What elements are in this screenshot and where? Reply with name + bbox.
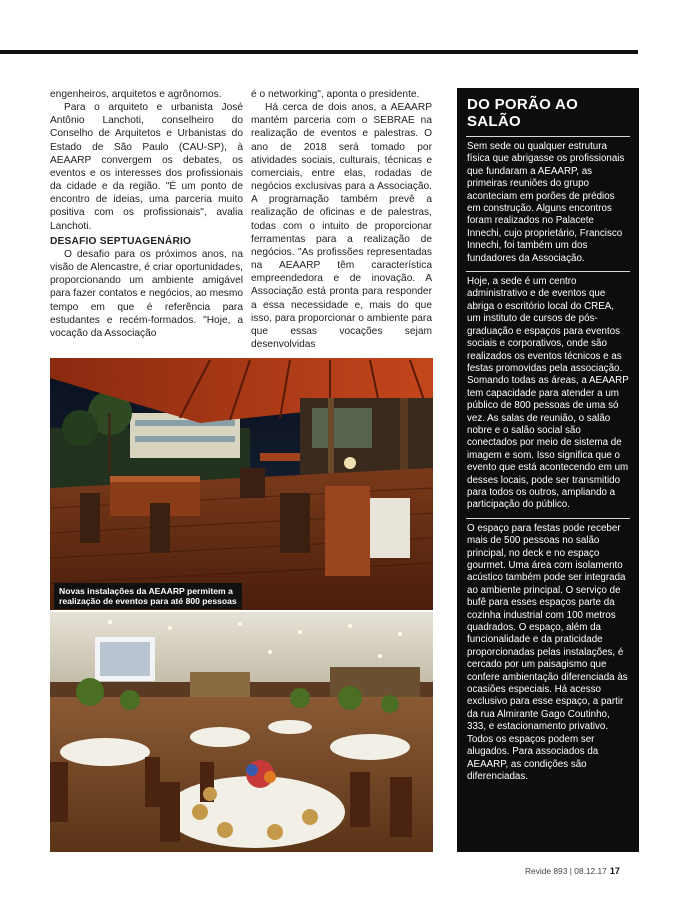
sidebar-paragraph: Hoje, a sede é um centro administrativo e de eventos que abriga o escritório local do CREA, um instituto de cursos de pós-graduação e espaços para eventos sociais e corporativos, onde são realizados os eventos técnicos e as festas promovidas pela associação. Somando todas as áreas, a AEAARP tem capacidade para atender a um público de 800 pessoas de uma só vez. As salas de reunião, o salão nobre e o salão social são conectados por meio de sistema de imagem e som. Isso significa que o evento que está acontecendo em um desses locais, pode ser transmitido para todos os outros, ampliando a participação do público. (467, 276, 629, 511)
paragraph: Para o arquiteto e urbanista José Antônio Lanchoti, conselheiro do Conselho de Arquitetos e Urbanistas do Estado de São Paulo (CAU-SP), à AEAARP convergem os debates, os eventos e os interesses dos profissionais da cidade e da região. "É um ponto de encontro de ideias, uma parceria muito positiva com os profissionais", avalia Lanchoti. (50, 102, 243, 232)
issue-info: Revide 893 | 08.12.17 (525, 866, 607, 876)
sidebar-paragraph: Sem sede ou qualquer estrutura física que abrigasse os profissionais que fundaram a AEAARP, as primeiras reuniões do grupo aconteciam em porões de prédios em construção. Alguns encontros foram realizados no Palacete Innechi, cujo proprietário, Francisco Innechi, foi também um dos fundadores da Associação. (467, 141, 625, 264)
paragraph: Há cerca de dois anos, a AEAARP mantém parceria com o SEBRAE na realização de eventos e palestras. O ano de 2018 será tomado por atividades sociais, culturais, técnicas e comerciais, entre elas, rodadas de negócios exclusivas para a Associação. A programação também prevê a realização de oficinas e de palestras, todas com o intuito de proporcionar ferramentas para a realização de negócios. "As profissões representadas na AEAARP têm característica empreendedora e de inovação. A Associação está pronta para responder a essa necessidade e, mais do que isso, para proporcionar o ambiente para que essas vocações sejam desenvolvidas (251, 102, 432, 350)
top-rule (0, 50, 638, 54)
divider (466, 518, 630, 519)
paragraph: O desafio para os próximos anos, na visão de Alencastre, é criar oportunidades, proporcionando um ambiente amigável para fazer contatos e negócios, ao mesmo tempo em que é referência para estudantes e recém-formados. "Hoje, a vocação da Associação (50, 248, 243, 339)
article-column-2 (251, 88, 432, 351)
banquet-hall-photo (50, 612, 433, 852)
page-number: 17 (609, 866, 620, 876)
divider (466, 136, 630, 137)
paragraph: é o networking", aponta o presidente. (251, 89, 420, 100)
article-column-1 (50, 88, 243, 340)
deck-photo (50, 358, 433, 610)
divider (466, 271, 630, 272)
sidebar-paragraph: O espaço para festas pode receber mais de 500 pessoas no salão principal, no deck e no espaço gourmet. Uma área com isolamento acústico também pode ser integrada ao ambiente principal. O serviço de bufê para esses espaços parte da cozinha industrial com 100 metros quadrados. O espaço, além da funcionalidade e da praticidade proporcionadas pelas instalações, é cercado por um paisagismo que confere ambientação diferenciada às ocasiões especiais. Há acesso exclusivo para esse espaço, a partir da rua Almirante Gago Coutinho, 333, e estacionamento privativo. Todos os espaços podem ser alugados. Para associados da AEAARP, as condições são diferenciadas. (467, 522, 628, 782)
sidebar-title: DO PORÃO AO SALÃO (467, 96, 579, 130)
sidebar-box (457, 88, 639, 852)
photo-caption: Novas instalações da AEAARP permitem a realização de eventos para até 800 pessoas (54, 583, 242, 609)
section-heading: DESAFIO SEPTUAGENÁRIO (50, 235, 192, 247)
page-footer (525, 866, 620, 876)
paragraph: engenheiros, arquitetos e agrônomos. (50, 89, 222, 100)
